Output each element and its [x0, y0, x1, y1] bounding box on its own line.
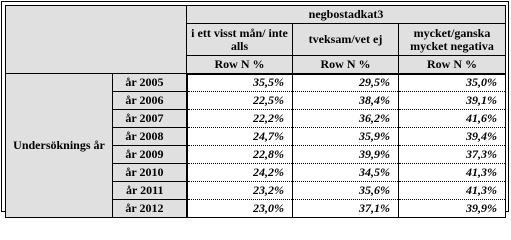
table-cell: 34,5% — [293, 164, 399, 182]
table-cell: 22,5% — [187, 92, 293, 110]
row-variable-label: Undersöknings år — [6, 74, 113, 218]
table-cell: 41,3% — [399, 182, 506, 200]
table-cell: 37,3% — [399, 146, 506, 164]
table-cell: 29,5% — [293, 74, 399, 92]
table-cell: 22,8% — [187, 146, 293, 164]
table-cell: 39,9% — [293, 146, 399, 164]
row-label: år 2007 — [113, 110, 187, 128]
table-cell: 39,9% — [399, 200, 506, 218]
row-label: år 2008 — [113, 128, 187, 146]
row-label: år 2006 — [113, 92, 187, 110]
row-label: år 2005 — [113, 74, 187, 92]
row-label: år 2010 — [113, 164, 187, 182]
table-cell: 24,2% — [187, 164, 293, 182]
corner-cell — [6, 6, 187, 74]
table-cell: 36,2% — [293, 110, 399, 128]
table-cell: 39,4% — [399, 128, 506, 146]
table-cell: 35,0% — [399, 74, 506, 92]
table-cell: 22,2% — [187, 110, 293, 128]
column-header-2: tveksam/vet ej — [293, 24, 399, 56]
column-variable-header: negbostadkat3 — [187, 6, 506, 24]
table-cell: 39,1% — [399, 92, 506, 110]
table-cell: 38,4% — [293, 92, 399, 110]
column-header-1: i ett visst mån/ inte alls — [187, 24, 293, 56]
table-row — [6, 74, 506, 92]
table-cell: 23,0% — [187, 200, 293, 218]
row-label: år 2011 — [113, 182, 187, 200]
table-cell: 35,5% — [187, 74, 293, 92]
table-cell: 41,6% — [399, 110, 506, 128]
statistic-header-1: Row N % — [187, 56, 293, 74]
table-cell: 35,9% — [293, 128, 399, 146]
table-cell: 37,1% — [293, 200, 399, 218]
table-cell: 35,6% — [293, 182, 399, 200]
table-cell: 23,2% — [187, 182, 293, 200]
row-label: år 2009 — [113, 146, 187, 164]
table-cell: 41,3% — [399, 164, 506, 182]
table-cell: 24,7% — [187, 128, 293, 146]
row-label: år 2012 — [113, 200, 187, 218]
column-header-3: mycket/ganska mycket negativa — [399, 24, 506, 56]
statistic-header-2: Row N % — [293, 56, 399, 74]
statistic-header-3: Row N % — [399, 56, 506, 74]
crosstab-table — [5, 5, 506, 218]
